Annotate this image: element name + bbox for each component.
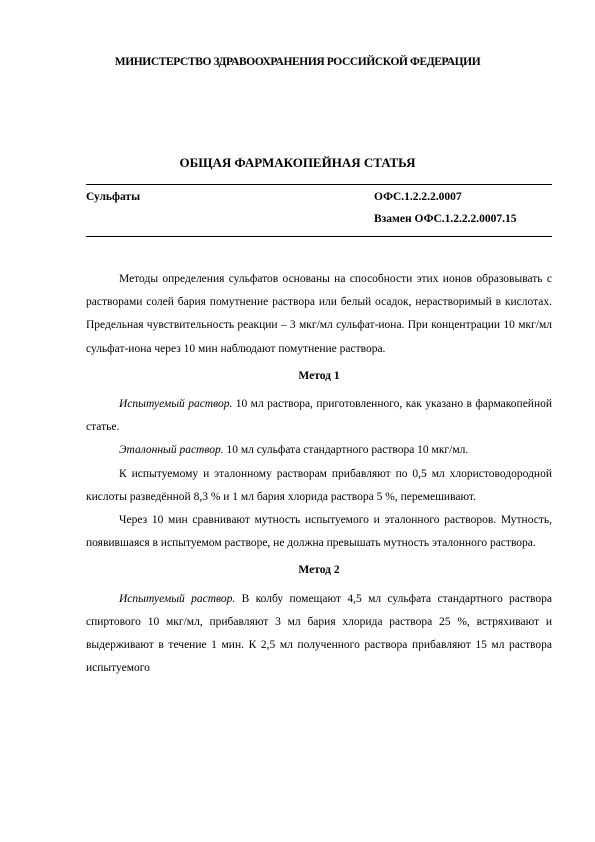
method-1-test-solution — [86, 393, 552, 439]
top-divider — [86, 184, 552, 185]
method-1-step-1: К испытуемому и эталонному растворам прибавляют по 0,5 мл хлористоводородной кислоты разведённой 8,3 % и 1 мл бария хлорида раствора 5 %, перемешивают. — [86, 467, 552, 503]
monograph-code: ОФС.1.2.2.2.0007 — [374, 191, 462, 203]
method-1-reference-solution-text: 10 мл сульфата стандартного раствора 10 мкг/мл. — [223, 444, 469, 457]
method-2-test-solution-text: В колбу помещают 4,5 мл сульфата стандартного раствора спиртового 10 мкг/мл, прибавляют 3 мл бария хлорида раствора 25 %, встряхивают и выдерживают в течение 1 мин. К 2,5 мл полученного раствора прибавляют 15 мл раствора испытуемого — [86, 592, 552, 675]
method-2-heading: Метод 2 — [298, 564, 340, 577]
article-type-heading: ОБЩАЯ ФАРМАКОПЕЙНАЯ СТАТЬЯ — [179, 155, 416, 170]
method-1-reference-solution-label: Эталонный раствор. — [119, 444, 224, 457]
ministry-heading: МИНИСТЕРСТВО ЗДРАВООХРАНЕНИЯ РОССИЙСКОЙ ФЕДЕРАЦИИ — [114, 56, 481, 68]
method-1-heading: Метод 1 — [298, 369, 340, 382]
method-2-test-solution-label: Испытуемый раствор. — [119, 592, 236, 605]
method-1-step-2: Через 10 мин сравнивают мутность испытуемого и эталонного растворов. Мутность, появившаяся в испытуемом растворе, не должна превышать мутность эталонного раствора. — [86, 514, 552, 550]
monograph-replaces: Взамен ОФС.1.2.2.2.0007.15 — [374, 213, 517, 225]
method-1-test-solution-text: 10 мл раствора, приготовленного, как указано в фармакопейной статье. — [86, 398, 553, 434]
method-1-test-solution-label: Испытуемый раствор. — [119, 398, 233, 411]
method-1-reference-solution — [86, 439, 552, 462]
method-2-test-solution — [86, 588, 552, 681]
bottom-divider — [86, 236, 552, 237]
intro-paragraph: Методы определения сульфатов основаны на способности этих ионов образовывать с растворами солей бария помутнение раствора или белый осадок, нерастворимый в кислотах. Предельная чувствительность реакции – 3 мкг/мл сульфат-иона. При концентрации 10 мкг/мл сульфат-иона через 10 мин наблюдают помутнение раствора. — [86, 273, 552, 355]
monograph-name: Сульфаты — [86, 191, 141, 203]
document-body — [86, 268, 552, 680]
